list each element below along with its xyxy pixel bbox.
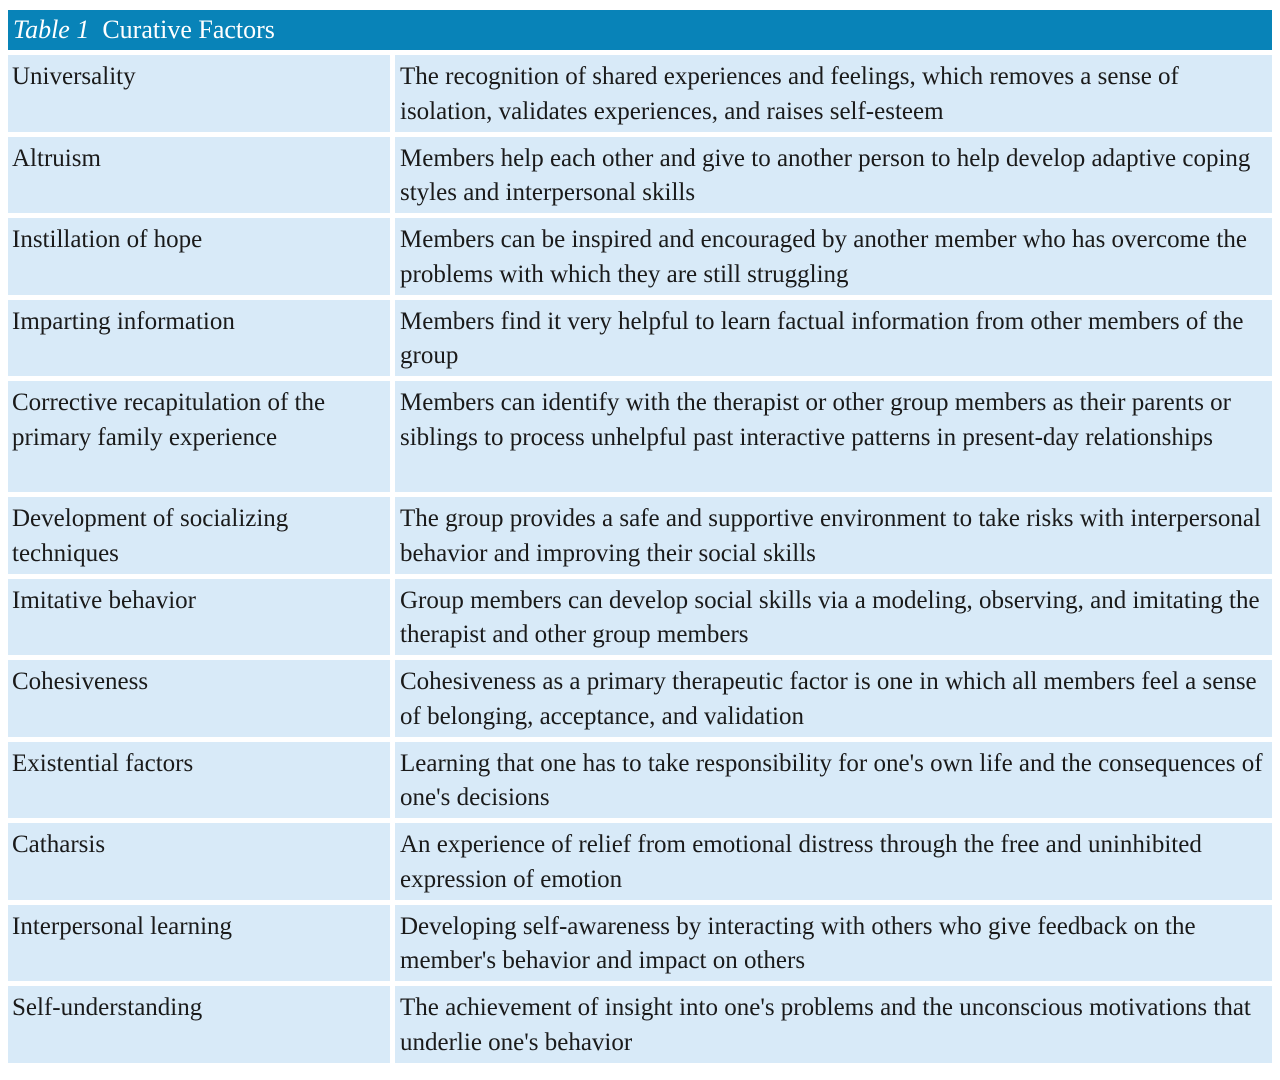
curative-factors-table — [8, 10, 1272, 1063]
table-number: Table 1 — [13, 15, 90, 44]
description-cell: Members find it very helpful to learn factual information from other members of the group — [395, 300, 1272, 377]
description-cell: Developing self-awareness by interacting with others who give feedback on the member's behavior and impact on others — [395, 905, 1272, 982]
description-cell: Cohesiveness as a primary therapeutic factor is one in which all members feel a sense of belonging, acceptance, and validation — [395, 660, 1272, 737]
factor-cell: Existential factors — [8, 742, 390, 819]
description-cell: Group members can develop social skills via a modeling, observing, and imitating the therapist and other group members — [395, 579, 1272, 656]
table-row — [8, 823, 1272, 900]
description-cell: An experience of relief from emotional distress through the free and uninhibited expression of emotion — [395, 823, 1272, 900]
table-row — [8, 497, 1272, 574]
description-cell: The achievement of insight into one's problems and the unconscious motivations that underlie one's behavior — [395, 986, 1272, 1063]
table-row — [8, 742, 1272, 819]
table-row — [8, 660, 1272, 737]
factor-cell: Development of socializing techniques — [8, 497, 390, 574]
factor-cell: Universality — [8, 55, 390, 132]
factor-cell: Self-understanding — [8, 986, 390, 1063]
table-row — [8, 905, 1272, 982]
factor-cell: Interpersonal learning — [8, 905, 390, 982]
description-cell: The recognition of shared experiences and feelings, which removes a sense of isolation, validates experiences, and raises self-esteem — [395, 55, 1272, 132]
description-cell: Learning that one has to take responsibility for one's own life and the consequences of one's decisions — [395, 742, 1272, 819]
table-caption — [8, 10, 1272, 50]
factor-cell: Altruism — [8, 137, 390, 214]
description-cell: Members can identify with the therapist or other group members as their parents or siblings to process unhelpful past interactive patterns in present-day relationships — [395, 381, 1272, 492]
table-row — [8, 300, 1272, 377]
table-row — [8, 137, 1272, 214]
description-cell: Members can be inspired and encouraged by another member who has overcome the problems with which they are still struggling — [395, 218, 1272, 295]
table-row — [8, 986, 1272, 1063]
table-row — [8, 218, 1272, 295]
table-body — [8, 55, 1272, 1063]
table-title: Curative Factors — [102, 15, 275, 44]
table-row — [8, 381, 1272, 492]
factor-cell: Imitative behavior — [8, 579, 390, 656]
table-row — [8, 579, 1272, 656]
factor-cell: Catharsis — [8, 823, 390, 900]
factor-cell: Corrective recapitulation of the primary family experience — [8, 381, 390, 492]
description-cell: The group provides a safe and supportive environment to take risks with interpersonal behavior and improving their social skills — [395, 497, 1272, 574]
table-row — [8, 55, 1272, 132]
factor-cell: Instillation of hope — [8, 218, 390, 295]
factor-cell: Imparting information — [8, 300, 390, 377]
description-cell: Members help each other and give to another person to help develop adaptive coping styles and interpersonal skills — [395, 137, 1272, 214]
factor-cell: Cohesiveness — [8, 660, 390, 737]
